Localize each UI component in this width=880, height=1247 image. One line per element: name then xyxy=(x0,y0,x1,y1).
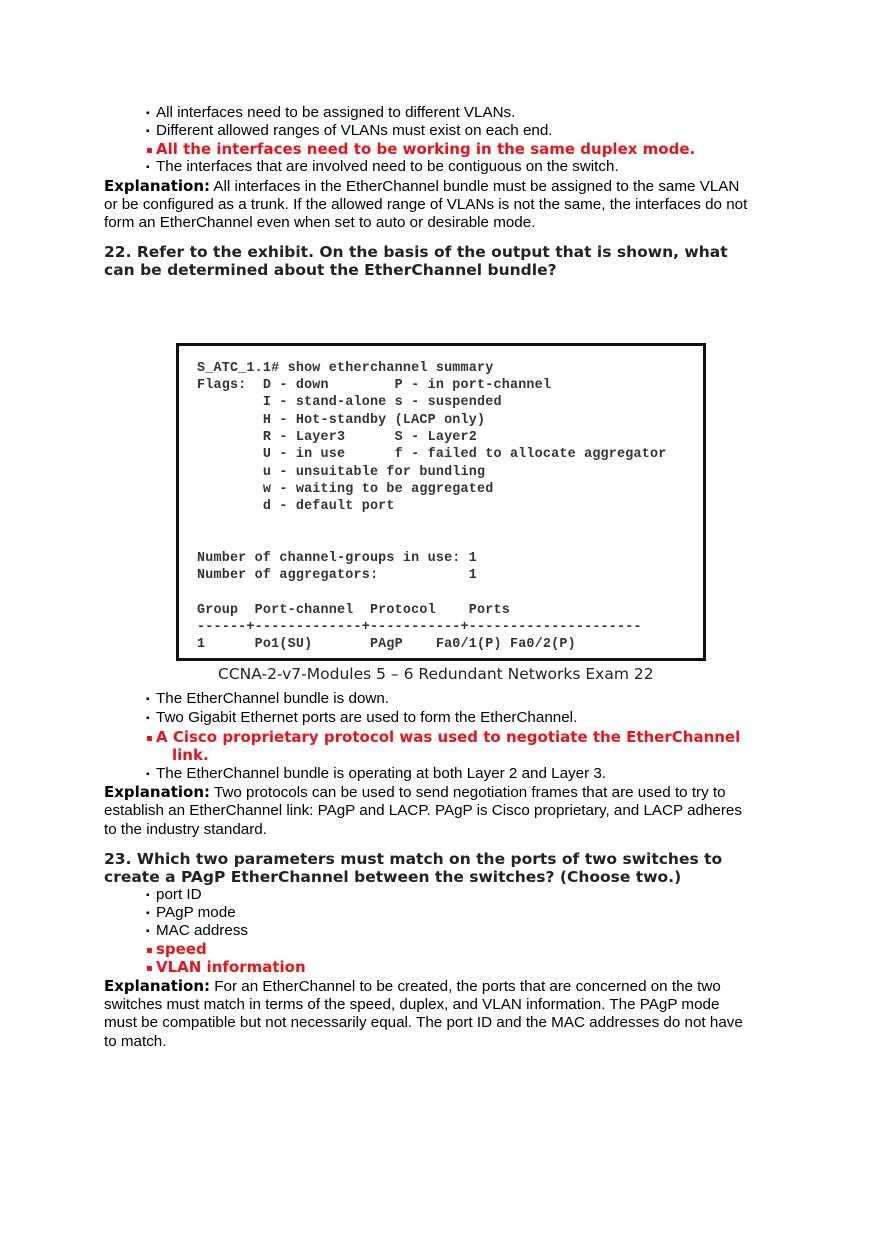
bullet-icon: ▪ xyxy=(146,162,150,173)
q23-option-5-correct xyxy=(146,958,306,978)
q22-option-3-correct xyxy=(146,728,740,748)
option-text: PAgP mode xyxy=(156,904,236,921)
exhibit-line: w - waiting to be aggregated xyxy=(197,482,494,497)
exhibit-line: U - in use f - failed to allocate aggregator xyxy=(197,447,667,462)
q22-question-line-2: can be determined about the EtherChannel bundle? xyxy=(104,261,557,279)
option-text: The interfaces that are involved need to be contiguous on the switch. xyxy=(156,158,619,175)
q23-explanation-line-2: switches must match in terms of the speed, duplex, and VLAN information. The PAgP mode xyxy=(104,996,720,1013)
q23-option-2 xyxy=(146,904,236,923)
q21-explanation-line-1 xyxy=(104,177,739,196)
option-text: Two Gigabit Ethernet ports are used to form the EtherChannel. xyxy=(156,709,578,726)
q21-option-2 xyxy=(146,122,553,141)
explanation-text: All interfaces in the EtherChannel bundle must be assigned to the same VLAN xyxy=(210,178,740,195)
q22-question-line-1: 22. Refer to the exhibit. On the basis of the output that is shown, what xyxy=(104,243,728,261)
exhibit-line: u - unsuitable for bundling xyxy=(197,465,486,480)
q23-explanation-line-1 xyxy=(104,977,721,996)
q23-question-line-1: 23. Which two parameters must match on the ports of two switches to xyxy=(104,850,723,868)
exhibit-line: d - default port xyxy=(197,499,395,514)
bullet-icon: ▪ xyxy=(146,890,150,901)
explanation-label: Explanation: xyxy=(104,177,211,195)
q23-question-line-2: create a PAgP EtherChannel between the switches? (Choose two.) xyxy=(104,868,682,886)
bullet-icon: ▪ xyxy=(146,145,153,156)
explanation-text: Two protocols can be used to send negotiation frames that are used to try to xyxy=(210,784,726,801)
q22-option-4 xyxy=(146,765,606,784)
q21-option-3-correct xyxy=(146,140,695,160)
option-text: All the interfaces need to be working in the same duplex mode. xyxy=(156,140,696,158)
q22-option-2 xyxy=(146,709,577,728)
q23-explanation-line-3: must be compatible but not necessarily equal. The port ID and the MAC addresses do not have xyxy=(104,1014,743,1031)
q22-explanation-line-2: establish an EtherChannel link: PAgP and LACP. PAgP is Cisco proprietary, and LACP adheres xyxy=(104,802,742,819)
option-text: The EtherChannel bundle is operating at both Layer 2 and Layer 3. xyxy=(156,765,607,782)
exhibit-line: Flags: D - down P - in port-channel xyxy=(197,378,552,393)
exhibit-line: I - stand-alone s - suspended xyxy=(197,395,502,410)
q21-option-1 xyxy=(146,104,515,123)
bullet-icon: ▪ xyxy=(146,713,150,724)
explanation-label: Explanation: xyxy=(104,783,211,801)
option-text: Different allowed ranges of VLANs must exist on each end. xyxy=(156,122,553,139)
bullet-icon: ▪ xyxy=(146,733,153,744)
option-text: All interfaces need to be assigned to different VLANs. xyxy=(156,104,516,121)
exhibit-line: H - Hot-standby (LACP only) xyxy=(197,413,486,428)
bullet-icon: ▪ xyxy=(146,908,150,919)
q23-option-1 xyxy=(146,886,202,905)
bullet-icon: ▪ xyxy=(146,126,150,137)
exhibit-line: Group Port-channel Protocol Ports xyxy=(197,603,510,618)
q23-option-4-correct xyxy=(146,940,207,960)
exhibit-line: Number of channel-groups in use: 1 xyxy=(197,551,478,566)
q22-option-3-continuation: link. xyxy=(172,746,209,764)
option-text: VLAN information xyxy=(156,958,306,976)
q21-explanation-line-2: or be configured as a trunk. If the allowed range of VLANs is not the same, the interfaces do not xyxy=(104,196,748,213)
exhibit-line: R - Layer3 S - Layer2 xyxy=(197,430,478,445)
option-text: The EtherChannel bundle is down. xyxy=(156,690,390,707)
option-text: port ID xyxy=(156,886,202,903)
bullet-icon: ▪ xyxy=(146,108,150,119)
q22-option-1 xyxy=(146,690,389,709)
bullet-icon: ▪ xyxy=(146,963,153,974)
explanation-text: For an EtherChannel to be created, the ports that are concerned on the two xyxy=(210,978,721,995)
exhibit-cli-output xyxy=(176,343,706,661)
exhibit-caption: CCNA-2-v7-Modules 5 – 6 Redundant Networks Exam 22 xyxy=(218,665,654,683)
q21-explanation-line-3: form an EtherChannel even when set to auto or desirable mode. xyxy=(104,214,536,231)
q23-option-3 xyxy=(146,922,248,941)
exhibit-line: 1 Po1(SU) PAgP Fa0/1(P) Fa0/2(P) xyxy=(197,637,576,652)
bullet-icon: ▪ xyxy=(146,945,153,956)
q22-explanation-line-1 xyxy=(104,783,726,802)
bullet-icon: ▪ xyxy=(146,926,150,937)
exhibit-line: ------+-------------+-----------+--------------------- xyxy=(197,620,642,635)
exhibit-line: S_ATC_1.1# show etherchannel summary xyxy=(197,361,494,376)
q22-explanation-line-3: to the industry standard. xyxy=(104,821,267,838)
option-text: MAC address xyxy=(156,922,249,939)
option-text: speed xyxy=(156,940,207,958)
q23-explanation-line-4: to match. xyxy=(104,1033,167,1050)
bullet-icon: ▪ xyxy=(146,694,150,705)
bullet-icon: ▪ xyxy=(146,769,150,780)
exhibit-line: Number of aggregators: 1 xyxy=(197,568,478,583)
option-text: A Cisco proprietary protocol was used to negotiate the EtherChannel xyxy=(156,728,741,746)
q21-option-4 xyxy=(146,158,619,177)
explanation-label: Explanation: xyxy=(104,977,211,995)
